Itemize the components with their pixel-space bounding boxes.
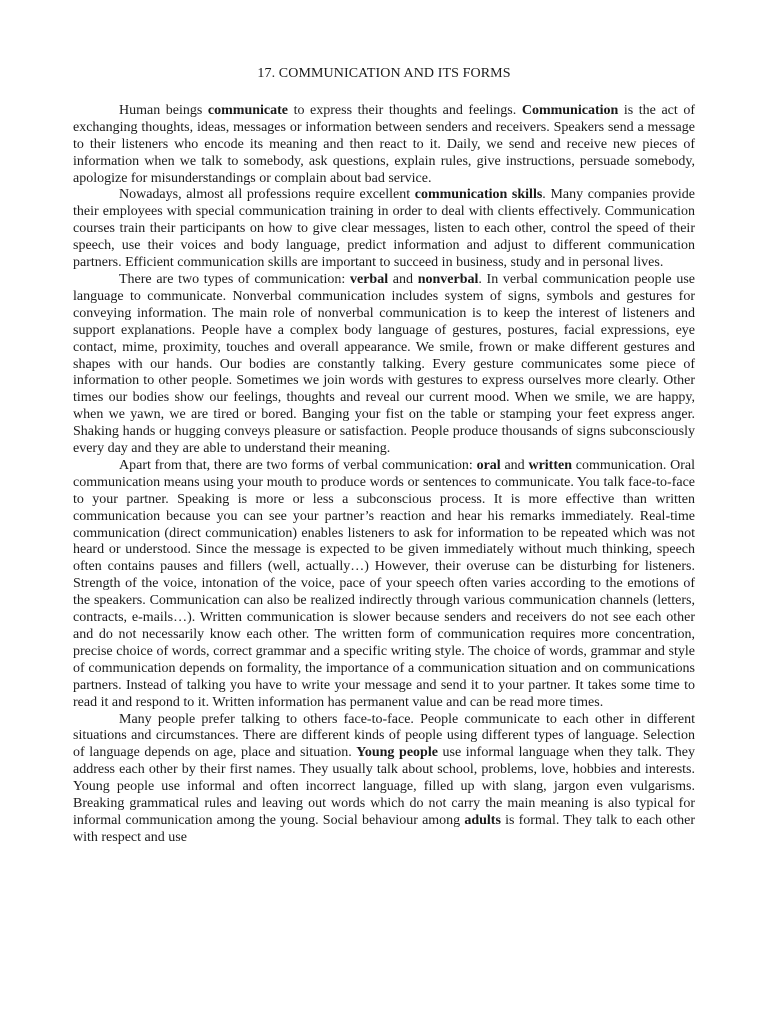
text-run: communication. Oral communication means using your mouth to produce words or sentences to communicate. You talk face-to-face to your partner. Speaking is more or less a subconscious process. It is more effective than written communication because you can see your partner’s reaction and hear his remarks immediately. Real-time communication (direct communication) enables listeners to ask for information to be repeated which was not heard or understood. Since the message is expected to be given immediately without much thinking, speech often contains pauses and fillers (well, actually…) However, their overuse can be disturbing for listeners. Strength of the voice, intonation of the voice, pace of your speech often varies according to the emotions of the speakers. Communication can also be realized indirectly through various communication channels (letters, contracts, e-mails…). Written communication is slower because senders and receivers do not see each other and do not necessarily know each other. The written form of communication requires more concentration, precise choice of words, correct grammar and a specific writing style. The choice of words, grammar and style of communication depends on formality, the importance of a communication situation and on communications partners. Instead of talking you have to write your message and send it to your partner. It takes some time to read it and respond to it. Written information has permanent value and can be read more times.	[73, 457, 695, 710]
bold-term: communication skills	[414, 187, 543, 203]
bold-term: verbal	[350, 271, 389, 287]
document-page	[73, 66, 695, 847]
text-run: Human beings	[119, 102, 208, 118]
text-run: and	[500, 457, 529, 473]
bold-term: written	[528, 457, 572, 473]
text-run: Nowadays, almost all professions require excellent	[119, 187, 415, 203]
paragraph	[73, 187, 695, 272]
text-run: There are two types of communication:	[119, 271, 350, 287]
bold-term: Communication	[521, 102, 619, 118]
text-run: and	[388, 271, 418, 287]
bold-term: adults	[464, 812, 501, 828]
bold-term: Young people	[356, 745, 438, 761]
paragraph	[73, 712, 695, 847]
text-run: use informal language when they talk. They address each other by their first names. They usually talk about school, problems, love, hobbies and interests. Young people use informal and often incorrect language, filled up with slang, jargon even vulgarisms. Breaking grammatical rules and leaving out words which do not carry the main meaning is also typical for informal communication among the young. Social behaviour among	[73, 745, 695, 828]
bold-term: communicate	[207, 102, 289, 118]
text-run: . In verbal communication people use language to communicate. Nonverbal communication includes system of signs, symbols and gestures for conveying information. The main role of nonverbal communication is to keep the interest of listeners and support explanations. People have a complex body language of gestures, postures, facial expressions, eye contact, mime, proximity, touches and overall appearance. We smile, frown or make different gestures and shapes with our hands. Our bodies are constantly talking. Every gesture communicates some piece of information to other people. Sometimes we join words with gestures to express ourselves more clearly. Other times our bodies show our feelings, thoughts and reveal our current mood. When we smile, we are happy, when we yawn, we are tired or bored. Banging your fist on the table or stamping your feet express anger. Shaking hands or hugging conveys pleasure or satisfaction. People produce thousands of signs subconsciously every day and they are able to understand their meaning.	[73, 271, 695, 457]
text-run: to express their thoughts and feelings.	[288, 102, 522, 118]
text-run: Many people prefer talking to others face-to-face. People communicate to each other in different situations and circumstances. There are different kinds of people using different types of language. Selection of language depends on age, place and situation.	[73, 711, 695, 761]
bold-term: nonverbal	[417, 271, 479, 287]
paragraph	[73, 272, 695, 458]
document-title: 17. COMMUNICATION AND ITS FORMS	[257, 66, 511, 81]
document-body	[73, 103, 695, 847]
text-run: . Many companies provide their employees with special communication training in order to deal with clients effectively. Communication courses train their participants on how to give clear messages, listen to each other, control the speed of their speech, use their voices and body language, predict information and adjust to different communication partners. Efficient communication skills are important to succeed in business, study and in personal lives.	[73, 187, 696, 271]
text-run: Apart from that, there are two forms of verbal communication:	[119, 457, 477, 473]
text-run: is the act of exchanging thoughts, ideas, messages or information between senders and receivers. Speakers send a message to their listeners who encode its meaning and then react to it. Daily, we send and receive new pieces of information when we talk to somebody, ask questions, explain rules, give instructions, persuade somebody, apologize for misunderstandings or complain about bad service.	[73, 102, 696, 186]
bold-term: oral	[476, 457, 501, 473]
paragraph	[73, 458, 695, 712]
paragraph	[73, 103, 695, 188]
text-run: is formal. They talk to each other with respect and use	[73, 812, 695, 845]
